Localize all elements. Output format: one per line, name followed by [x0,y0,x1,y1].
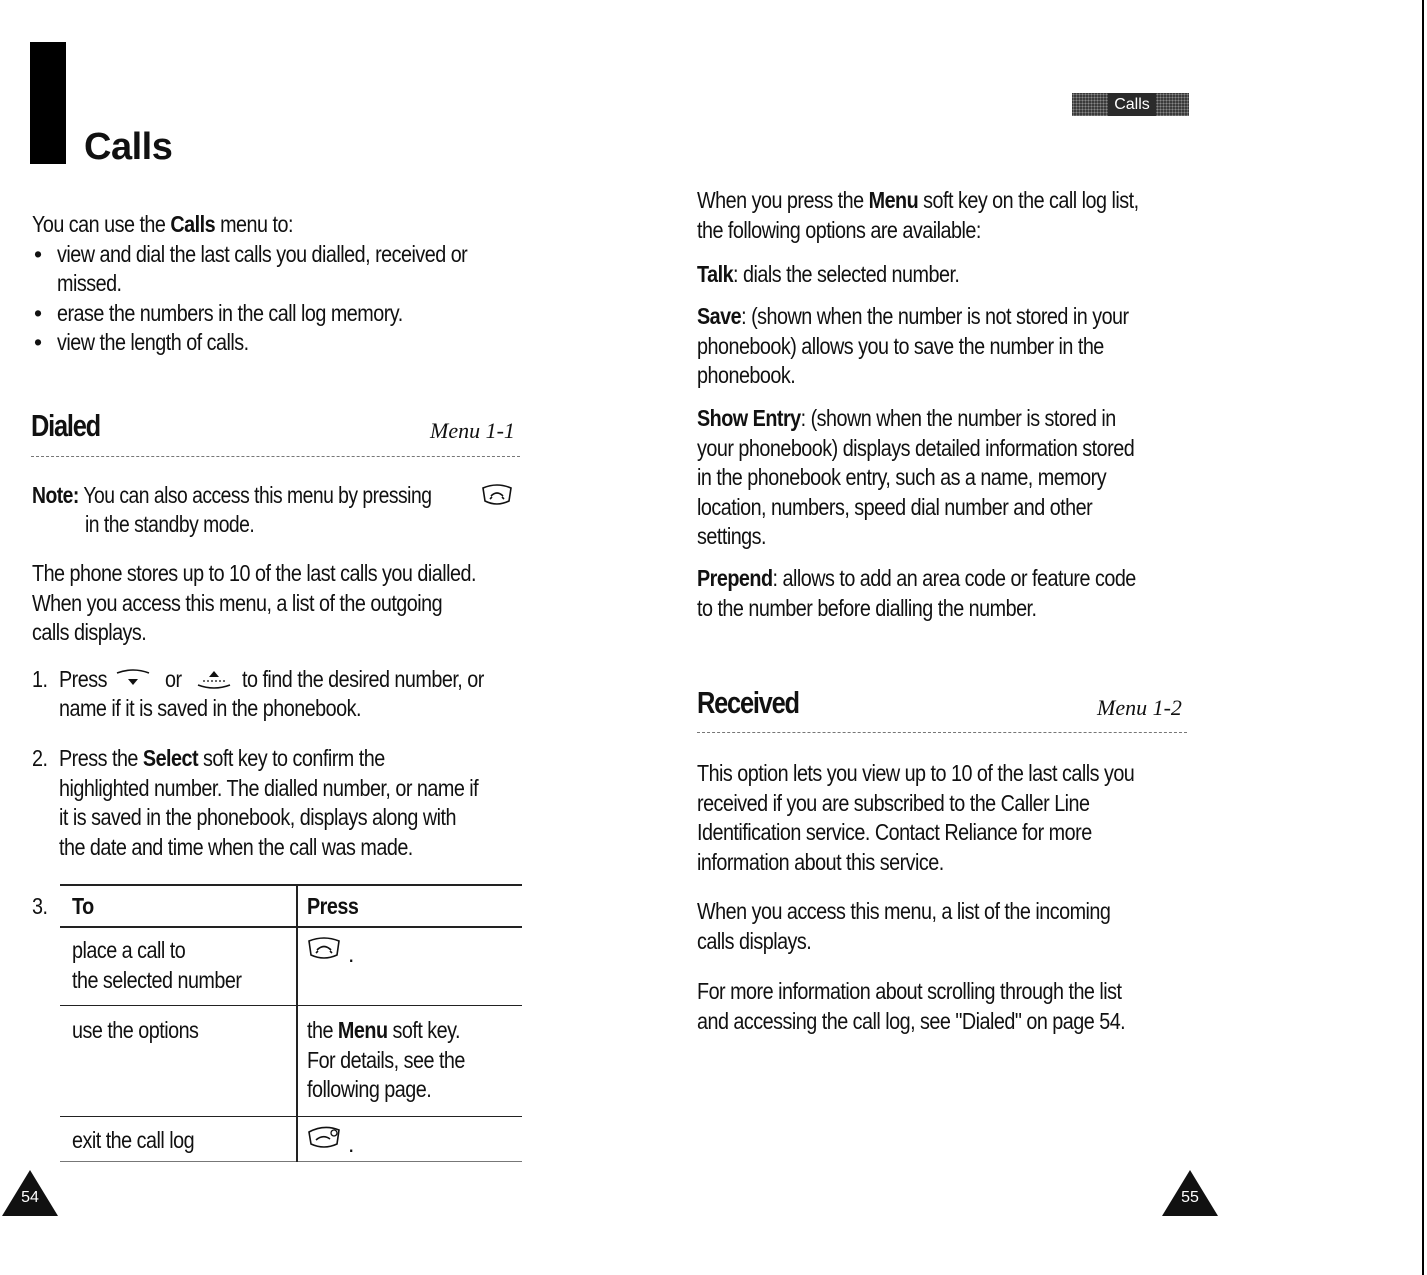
menu-options-intro: When you press the Menu soft key on the call log list, the following options are available: [697,187,1139,243]
step1-press: Press [59,666,107,692]
table-row-divider [60,1005,522,1006]
option-prepend: Prepend: allows to add an area code or feature code to the number before dialling the number. [697,565,1136,621]
step2-line1: Press the Select soft key to confirm the [59,745,385,771]
page-number-marker-left [0,1168,60,1218]
table-row-divider [60,1116,522,1117]
send-key-icon [480,483,514,509]
table-header-divider [60,926,522,928]
header-tab-label: Calls [1108,93,1156,116]
table-row: use the options [72,1017,199,1043]
step1-line2: name if it is saved in the phonebook. [59,695,361,721]
end-key-icon [306,1124,346,1152]
send-key-icon [306,936,346,964]
table-header-press: Press [307,893,359,919]
list-item-continuation: missed. [57,270,122,296]
table-row: place a call to the selected number [72,937,242,993]
down-key-icon [114,667,152,689]
note-label: Note: [32,482,79,508]
step1-or: or [165,666,182,692]
step1-rest: to find the desired number, or [242,666,484,692]
row2-press: the Menu soft key. For details, see the following page. [307,1017,465,1102]
page-number: 54 [21,1189,39,1206]
header-tab [1072,93,1189,116]
received-paragraph-3: For more information about scrolling through the list and accessing the call log, see "Dialed" on page 54. [697,978,1126,1034]
intro-line: You can use the Calls menu to: [32,211,293,237]
section-divider [697,732,1187,733]
list-item: • view and dial the last calls you dialled, received or [32,240,532,270]
note-line2: in the standby mode. [85,511,255,537]
page-edge-line [1422,0,1424,1275]
option-show-entry: Show Entry: (shown when the number is stored in your phonebook) displays detailed information stored in the phonebook entry, such as a name, memory location, numbers, speed dial number and other settings. [697,405,1135,549]
row1-press-suffix: . [348,941,354,967]
up-key-icon [195,667,233,693]
option-talk: Talk: dials the selected number. [697,261,960,287]
option-save: Save: (shown when the number is not stored in your phonebook) allows you to save the number in the phonebook. [697,303,1129,388]
action-table [60,884,522,1164]
table-top-border [60,884,522,886]
intro-bullet-list [32,240,532,358]
section-menu-ref-received: Menu 1-2 [1097,695,1182,720]
note-block [32,481,532,511]
section-title-received: Received [697,685,799,720]
list-item: • view the length of calls. [32,328,532,358]
row3-press-suffix: . [348,1131,354,1157]
section-divider [31,456,520,457]
left-intro [32,210,532,358]
section-title-dialed: Dialed [31,408,100,443]
table-bottom-border [60,1161,522,1162]
list-item: • erase the numbers in the call log memory. [32,299,532,329]
step-3-number: 3. [32,893,48,919]
received-paragraph-1: This option lets you view up to 10 of the last calls you received if you are subscribed to the Caller Line Identification service. Contact Reliance for more information about this service. [697,760,1135,875]
dialed-paragraph: The phone stores up to 10 of the last calls you dialled. When you access this menu, a list of the outgoing calls displays. [32,560,476,645]
received-paragraph-2: When you access this menu, a list of the incoming calls displays. [697,898,1111,954]
note-text: You can also access this menu by pressing [83,482,432,508]
table-row: exit the call log [72,1127,195,1153]
section-menu-ref-dialed: Menu 1-1 [430,418,515,443]
chapter-title: Calls [84,126,173,168]
page-number: 55 [1181,1189,1199,1206]
table-header-to: To [72,893,94,919]
table-column-divider [296,884,298,1162]
step-number: 1. [32,666,48,692]
chapter-marker-bar [30,42,66,164]
step-number: 2. [32,745,48,771]
page-number-marker-right [1160,1168,1220,1218]
